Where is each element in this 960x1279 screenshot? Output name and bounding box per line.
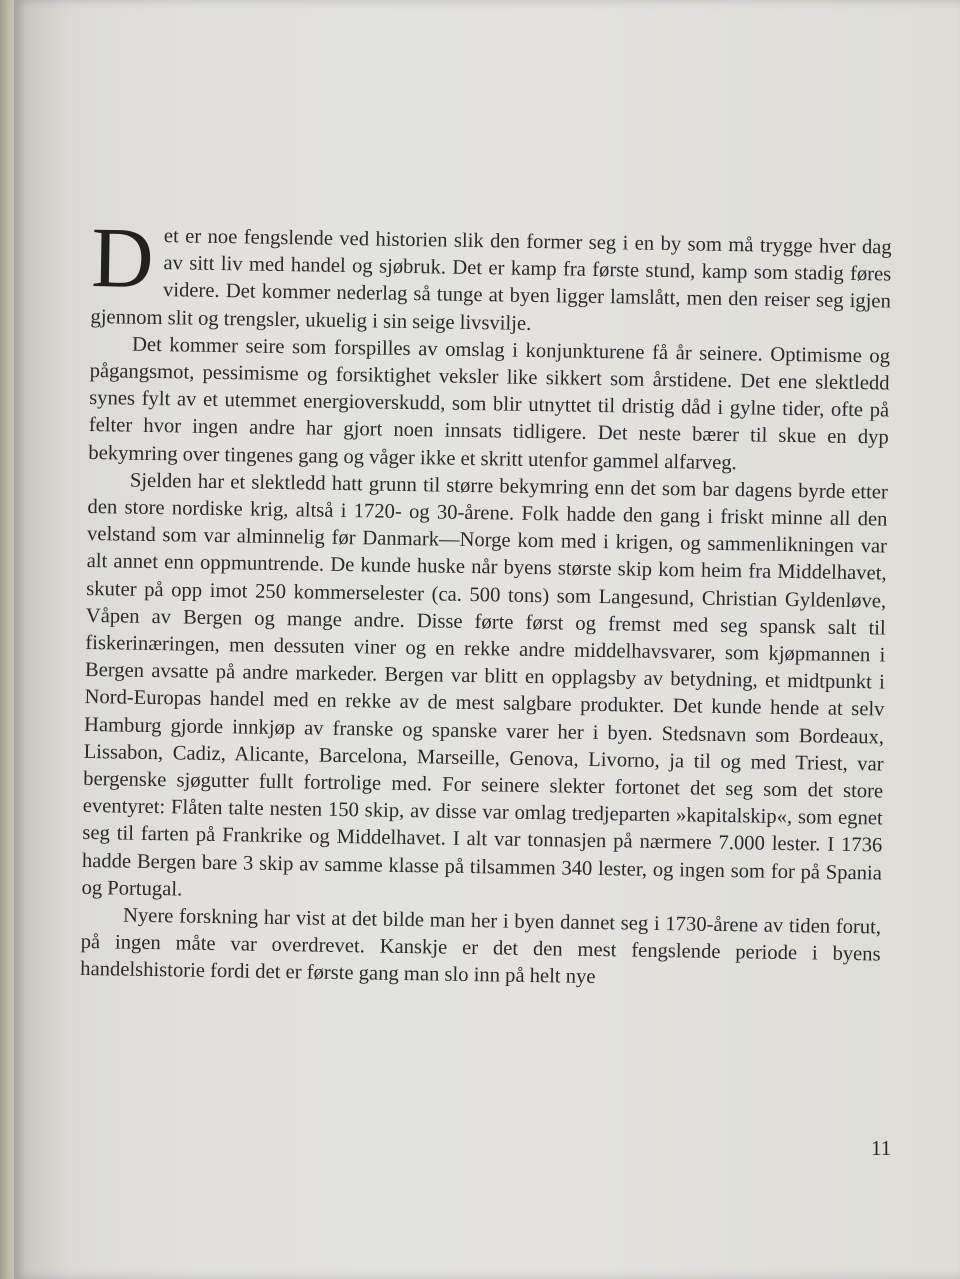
paragraph-4: Nyere forskning har vist at det bilde man her i byen dannet seg i 1730-årene av tiden forut, på ingen måte var overdrevet. Kanskje er det den mest fengslende periode i byens handelshistorie fordi det er første gang man slo inn på helt nye: [80, 904, 882, 989]
paragraph-1-text: et er noe fengslende ved historien slik den former seg i en by som må trygge hver dag av sitt liv med handel og sjøbruk. Det er kamp fra første stund, kamp som stadig føres videre. Det kommer nederlag så tunge at byen ligger lamslått, men den reiser seg igjen gjennom slit og trengsler, ukuelig i sin seige livsvilje.: [90, 225, 892, 335]
paragraph-1: [90, 209, 892, 343]
body-text: [80, 209, 892, 996]
page-number: 11: [871, 1136, 892, 1160]
paragraph-2: Det kommer seire som forspilles av omslag i konjunkturene få år seinere. Optimisme og pågangsmot, pessimisme og forsiktighet veksler like sikkert som årstidene. Det ene slektledd synes fylt av et utemmet energioverskudd, som blir utnyttet til dristig dåd i gylne tider, ofte på felter hvor ingen andre har gjort noen innsats tidligere. Det neste bærer til skue en dyp bekymring over tingenes gang og våger ikke et skritt utenfor gammel alfarveg.: [88, 333, 891, 474]
drop-cap: D: [90, 209, 155, 306]
paragraph-3: Sjelden har et slektledd hatt grunn til større bekymring enn det som bar dagens byrde etter den store nordiske krig, altså i 1720- og 30-årene. Folk hadde den gang i friskt minne all den velstand som var alminnelig før Danmark—Norge kom med i krigen, og sammenlikningen var alt annet enn oppmuntrende. De kunde huske når byens største skip kom heim fra Middelhavet, skuter på opp imot 250 kommerselester (ca. 500 tons) som Langesund, Christian Gyldenløve, Våpen av Bergen og mange andre. Disse førte først og fremst med seg spansk salt til fiskerinæringen, men dessuten viner og en rekke andre middelhavsvarer, som kjøpmannen i Bergen avsatte på andre markeder. Bergen var blitt en opplagsby av betydning, et midtpunkt i Nord-Europas handel med en rekke av de mest salgbare produkter. Det kunde hende at selv Hamburg gjorde innkjøp av franske og spanske varer her i byen. Stedsnavn som Bordeaux, Lissabon, Cadiz, Alicante, Barcelona, Marseille, Genova, Livorno, ja til og med Triest, var bergenske sjøgutter fullt fortrolige med. For seinere slekter fortonet det seg som det store eventyret: Flåten talte nesten 150 skip, av disse var omlag tredjeparten »kapitalskip«, som egnet seg til farten på Frankrike og Middelhavet. I alt var tonnasjen på nærmere 7.000 lester. I 1736 hadde Bergen bare 3 skip av samme klasse på tilsammen 340 lester, og ingen som for på Spania og Portugal.: [81, 469, 889, 901]
